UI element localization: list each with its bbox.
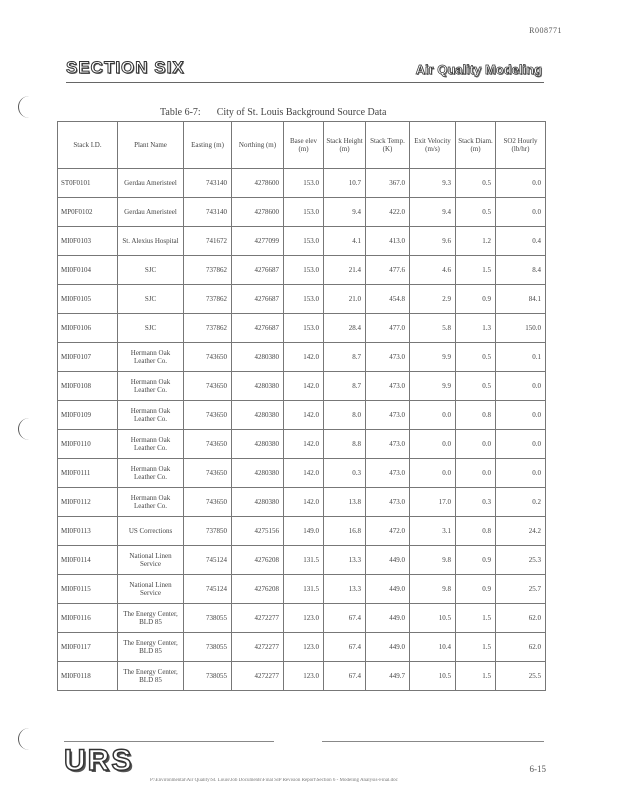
table-row bbox=[58, 662, 546, 691]
column-header: Stack Diam. (m) bbox=[456, 122, 496, 169]
stack-id-cell: MI0F0103 bbox=[58, 227, 118, 256]
value-cell: 4272277 bbox=[232, 604, 284, 633]
value-cell: 449.7 bbox=[366, 662, 410, 691]
value-cell: 8.8 bbox=[324, 430, 366, 459]
plant-name-cell: Gerdau Ameristeel bbox=[118, 198, 184, 227]
value-cell: 4280380 bbox=[232, 459, 284, 488]
value-cell: 13.3 bbox=[324, 546, 366, 575]
value-cell: 737862 bbox=[184, 256, 232, 285]
stack-id-cell: MI0F0116 bbox=[58, 604, 118, 633]
column-header: SO2 Hourly (lb/hr) bbox=[496, 122, 546, 169]
value-cell: 0.2 bbox=[496, 488, 546, 517]
background-source-table bbox=[57, 121, 546, 691]
value-cell: 150.0 bbox=[496, 314, 546, 343]
table-row bbox=[58, 401, 546, 430]
value-cell: 449.0 bbox=[366, 604, 410, 633]
value-cell: 0.0 bbox=[496, 198, 546, 227]
value-cell: 0.0 bbox=[456, 459, 496, 488]
value-cell: 454.8 bbox=[366, 285, 410, 314]
value-cell: 8.7 bbox=[324, 372, 366, 401]
value-cell: 738055 bbox=[184, 633, 232, 662]
stack-id-cell: MI0F0112 bbox=[58, 488, 118, 517]
value-cell: 9.3 bbox=[410, 169, 456, 198]
value-cell: 0.0 bbox=[410, 459, 456, 488]
value-cell: 477.6 bbox=[366, 256, 410, 285]
plant-name-cell: Hermann Oak Leather Co. bbox=[118, 430, 184, 459]
table-row bbox=[58, 430, 546, 459]
value-cell: 449.0 bbox=[366, 575, 410, 604]
value-cell: 142.0 bbox=[284, 372, 324, 401]
value-cell: 0.8 bbox=[456, 517, 496, 546]
value-cell: 142.0 bbox=[284, 401, 324, 430]
value-cell: 4280380 bbox=[232, 401, 284, 430]
plant-name-cell: The Energy Center, BLD 85 bbox=[118, 604, 184, 633]
plant-name-cell: Hermann Oak Leather Co. bbox=[118, 343, 184, 372]
plant-name-cell: St. Alexius Hospital bbox=[118, 227, 184, 256]
value-cell: 16.8 bbox=[324, 517, 366, 546]
value-cell: 21.0 bbox=[324, 285, 366, 314]
table-row bbox=[58, 256, 546, 285]
value-cell: 25.5 bbox=[496, 662, 546, 691]
value-cell: 0.5 bbox=[456, 372, 496, 401]
value-cell: 1.3 bbox=[456, 314, 496, 343]
footer-file-path: P:\Environmental\Air Quality\St. Louis\Job Documents\Final SIP Revision Report\Section 6 - Modeling Analysis-Final.doc bbox=[150, 778, 398, 783]
value-cell: 28.4 bbox=[324, 314, 366, 343]
value-cell: 0.0 bbox=[496, 372, 546, 401]
table-row bbox=[58, 198, 546, 227]
value-cell: 9.8 bbox=[410, 575, 456, 604]
table-row bbox=[58, 459, 546, 488]
value-cell: 149.0 bbox=[284, 517, 324, 546]
table-row bbox=[58, 488, 546, 517]
value-cell: 473.0 bbox=[366, 372, 410, 401]
table-row bbox=[58, 372, 546, 401]
stack-id-cell: MI0F0114 bbox=[58, 546, 118, 575]
table-caption: City of St. Louis Background Source Data bbox=[216, 107, 387, 118]
table-number: Table 6-7: bbox=[160, 107, 201, 118]
footer-rule-right bbox=[322, 741, 544, 742]
value-cell: 1.5 bbox=[456, 662, 496, 691]
value-cell: 1.5 bbox=[456, 604, 496, 633]
value-cell: 25.7 bbox=[496, 575, 546, 604]
value-cell: 9.6 bbox=[410, 227, 456, 256]
stack-id-cell: MI0F0118 bbox=[58, 662, 118, 691]
value-cell: 449.0 bbox=[366, 633, 410, 662]
page-number: 6-15 bbox=[529, 764, 546, 774]
value-cell: 4276687 bbox=[232, 314, 284, 343]
plant-name-cell: SJC bbox=[118, 256, 184, 285]
value-cell: 10.5 bbox=[410, 662, 456, 691]
value-cell: 0.3 bbox=[324, 459, 366, 488]
plant-name-cell: US Corrections bbox=[118, 517, 184, 546]
value-cell: 153.0 bbox=[284, 169, 324, 198]
header-row bbox=[58, 122, 546, 169]
value-cell: 4276208 bbox=[232, 575, 284, 604]
value-cell: 9.9 bbox=[410, 372, 456, 401]
value-cell: 4.1 bbox=[324, 227, 366, 256]
value-cell: 8.0 bbox=[324, 401, 366, 430]
value-cell: 142.0 bbox=[284, 343, 324, 372]
column-header: Stack I.D. bbox=[58, 122, 118, 169]
plant-name-cell: The Energy Center, BLD 85 bbox=[118, 633, 184, 662]
value-cell: 13.3 bbox=[324, 575, 366, 604]
stack-id-cell: MI0F0110 bbox=[58, 430, 118, 459]
value-cell: 8.4 bbox=[496, 256, 546, 285]
value-cell: 153.0 bbox=[284, 198, 324, 227]
value-cell: 737862 bbox=[184, 314, 232, 343]
value-cell: 1.2 bbox=[456, 227, 496, 256]
stack-id-cell: MI0F0108 bbox=[58, 372, 118, 401]
table-row bbox=[58, 285, 546, 314]
value-cell: 142.0 bbox=[284, 459, 324, 488]
value-cell: 0.0 bbox=[456, 430, 496, 459]
urs-logo: URS bbox=[64, 744, 134, 777]
value-cell: 4277099 bbox=[232, 227, 284, 256]
value-cell: 0.5 bbox=[456, 343, 496, 372]
value-cell: 4276687 bbox=[232, 256, 284, 285]
column-header: Stack Height (m) bbox=[324, 122, 366, 169]
value-cell: 738055 bbox=[184, 604, 232, 633]
value-cell: 477.0 bbox=[366, 314, 410, 343]
value-cell: 0.1 bbox=[496, 343, 546, 372]
value-cell: 743650 bbox=[184, 488, 232, 517]
value-cell: 4276208 bbox=[232, 546, 284, 575]
plant-name-cell: Gerdau Ameristeel bbox=[118, 169, 184, 198]
binder-hole-mark-bottom bbox=[18, 728, 33, 750]
value-cell: 10.7 bbox=[324, 169, 366, 198]
value-cell: 4275156 bbox=[232, 517, 284, 546]
value-cell: 4276687 bbox=[232, 285, 284, 314]
value-cell: 4278600 bbox=[232, 198, 284, 227]
value-cell: 153.0 bbox=[284, 314, 324, 343]
stack-id-cell: MI0F0115 bbox=[58, 575, 118, 604]
table-title bbox=[160, 107, 386, 118]
value-cell: 0.5 bbox=[456, 169, 496, 198]
value-cell: 473.0 bbox=[366, 459, 410, 488]
value-cell: 9.8 bbox=[410, 546, 456, 575]
binder-hole-mark-middle bbox=[18, 418, 33, 440]
plant-name-cell: SJC bbox=[118, 285, 184, 314]
stack-id-cell: MI0F0117 bbox=[58, 633, 118, 662]
value-cell: 738055 bbox=[184, 662, 232, 691]
header-rule bbox=[66, 82, 544, 83]
value-cell: 745124 bbox=[184, 575, 232, 604]
value-cell: 4278600 bbox=[232, 169, 284, 198]
value-cell: 24.2 bbox=[496, 517, 546, 546]
plant-name-cell: The Energy Center, BLD 85 bbox=[118, 662, 184, 691]
stack-id-cell: MI0F0109 bbox=[58, 401, 118, 430]
value-cell: 4280380 bbox=[232, 430, 284, 459]
value-cell: 743650 bbox=[184, 430, 232, 459]
value-cell: 743140 bbox=[184, 198, 232, 227]
value-cell: 743650 bbox=[184, 459, 232, 488]
table-row bbox=[58, 517, 546, 546]
value-cell: 123.0 bbox=[284, 604, 324, 633]
stack-id-cell: MI0F0107 bbox=[58, 343, 118, 372]
plant-name-cell: National Linen Service bbox=[118, 546, 184, 575]
value-cell: 472.0 bbox=[366, 517, 410, 546]
value-cell: 0.0 bbox=[496, 401, 546, 430]
value-cell: 0.0 bbox=[410, 430, 456, 459]
value-cell: 131.5 bbox=[284, 575, 324, 604]
value-cell: 0.0 bbox=[496, 169, 546, 198]
table-header bbox=[58, 122, 546, 169]
value-cell: 142.0 bbox=[284, 488, 324, 517]
column-header: Plant Name bbox=[118, 122, 184, 169]
value-cell: 367.0 bbox=[366, 169, 410, 198]
value-cell: 84.1 bbox=[496, 285, 546, 314]
table-row bbox=[58, 575, 546, 604]
value-cell: 67.4 bbox=[324, 662, 366, 691]
value-cell: 745124 bbox=[184, 546, 232, 575]
value-cell: 4280380 bbox=[232, 372, 284, 401]
value-cell: 4272277 bbox=[232, 633, 284, 662]
value-cell: 153.0 bbox=[284, 256, 324, 285]
value-cell: 153.0 bbox=[284, 227, 324, 256]
table-row bbox=[58, 314, 546, 343]
value-cell: 0.4 bbox=[496, 227, 546, 256]
value-cell: 3.1 bbox=[410, 517, 456, 546]
value-cell: 4280380 bbox=[232, 488, 284, 517]
value-cell: 153.0 bbox=[284, 285, 324, 314]
value-cell: 413.0 bbox=[366, 227, 410, 256]
value-cell: 67.4 bbox=[324, 633, 366, 662]
table-row bbox=[58, 633, 546, 662]
value-cell: 743650 bbox=[184, 343, 232, 372]
value-cell: 0.8 bbox=[456, 401, 496, 430]
value-cell: 473.0 bbox=[366, 430, 410, 459]
column-header: Exit Velocity (m/s) bbox=[410, 122, 456, 169]
value-cell: 743140 bbox=[184, 169, 232, 198]
value-cell: 1.5 bbox=[456, 256, 496, 285]
value-cell: 473.0 bbox=[366, 343, 410, 372]
value-cell: 422.0 bbox=[366, 198, 410, 227]
value-cell: 10.4 bbox=[410, 633, 456, 662]
value-cell: 449.0 bbox=[366, 546, 410, 575]
value-cell: 743650 bbox=[184, 372, 232, 401]
value-cell: 4.6 bbox=[410, 256, 456, 285]
value-cell: 473.0 bbox=[366, 401, 410, 430]
footer-rule-left bbox=[64, 741, 274, 742]
column-header: Easting (m) bbox=[184, 122, 232, 169]
value-cell: 8.7 bbox=[324, 343, 366, 372]
value-cell: 10.5 bbox=[410, 604, 456, 633]
value-cell: 131.5 bbox=[284, 546, 324, 575]
value-cell: 0.0 bbox=[496, 430, 546, 459]
value-cell: 9.4 bbox=[410, 198, 456, 227]
plant-name-cell: Hermann Oak Leather Co. bbox=[118, 372, 184, 401]
value-cell: 9.4 bbox=[324, 198, 366, 227]
value-cell: 1.5 bbox=[456, 633, 496, 662]
table-row bbox=[58, 227, 546, 256]
value-cell: 737850 bbox=[184, 517, 232, 546]
value-cell: 0.0 bbox=[410, 401, 456, 430]
value-cell: 0.5 bbox=[456, 198, 496, 227]
value-cell: 743650 bbox=[184, 401, 232, 430]
table-row bbox=[58, 546, 546, 575]
value-cell: 62.0 bbox=[496, 604, 546, 633]
value-cell: 9.9 bbox=[410, 343, 456, 372]
column-header: Stack Temp. (K) bbox=[366, 122, 410, 169]
value-cell: 0.0 bbox=[496, 459, 546, 488]
value-cell: 0.9 bbox=[456, 285, 496, 314]
plant-name-cell: Hermann Oak Leather Co. bbox=[118, 459, 184, 488]
section-subject: Air Quality Modeling bbox=[415, 62, 542, 77]
stack-id-cell: MI0F0104 bbox=[58, 256, 118, 285]
value-cell: 0.3 bbox=[456, 488, 496, 517]
stack-id-cell: MI0F0113 bbox=[58, 517, 118, 546]
value-cell: 2.9 bbox=[410, 285, 456, 314]
stack-id-cell: MI0F0106 bbox=[58, 314, 118, 343]
value-cell: 0.9 bbox=[456, 546, 496, 575]
value-cell: 21.4 bbox=[324, 256, 366, 285]
column-header: Base elev (m) bbox=[284, 122, 324, 169]
plant-name-cell: SJC bbox=[118, 314, 184, 343]
value-cell: 13.8 bbox=[324, 488, 366, 517]
plant-name-cell: Hermann Oak Leather Co. bbox=[118, 488, 184, 517]
value-cell: 123.0 bbox=[284, 633, 324, 662]
stack-id-cell: ST0F0101 bbox=[58, 169, 118, 198]
table-row bbox=[58, 343, 546, 372]
table-body bbox=[58, 169, 546, 691]
value-cell: 0.9 bbox=[456, 575, 496, 604]
value-cell: 4272277 bbox=[232, 662, 284, 691]
section-title: SECTION SIX bbox=[66, 58, 185, 77]
stack-id-cell: MI0F0111 bbox=[58, 459, 118, 488]
value-cell: 67.4 bbox=[324, 604, 366, 633]
document-id: R008771 bbox=[529, 26, 562, 35]
value-cell: 737862 bbox=[184, 285, 232, 314]
column-header: Northing (m) bbox=[232, 122, 284, 169]
value-cell: 142.0 bbox=[284, 430, 324, 459]
value-cell: 473.0 bbox=[366, 488, 410, 517]
plant-name-cell: National Linen Service bbox=[118, 575, 184, 604]
value-cell: 4280380 bbox=[232, 343, 284, 372]
binder-hole-mark-top bbox=[18, 96, 33, 118]
stack-id-cell: MI0F0105 bbox=[58, 285, 118, 314]
table-row bbox=[58, 604, 546, 633]
value-cell: 62.0 bbox=[496, 633, 546, 662]
table-row bbox=[58, 169, 546, 198]
value-cell: 25.3 bbox=[496, 546, 546, 575]
plant-name-cell: Hermann Oak Leather Co. bbox=[118, 401, 184, 430]
value-cell: 741672 bbox=[184, 227, 232, 256]
stack-id-cell: MP0F0102 bbox=[58, 198, 118, 227]
value-cell: 5.8 bbox=[410, 314, 456, 343]
value-cell: 17.0 bbox=[410, 488, 456, 517]
value-cell: 123.0 bbox=[284, 662, 324, 691]
